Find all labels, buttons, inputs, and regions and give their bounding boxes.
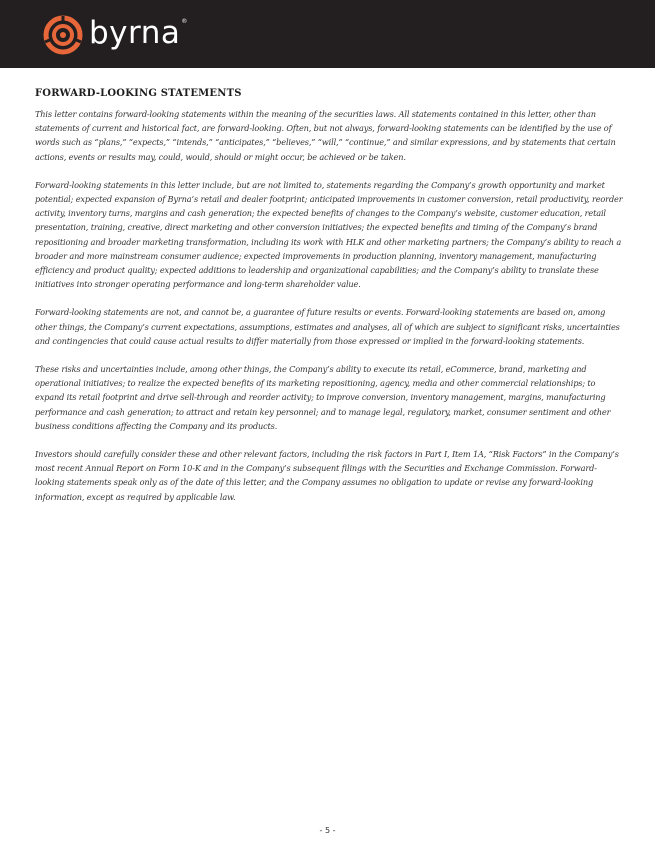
brand-name: byrna: [89, 14, 181, 51]
page-number: - 5 -: [319, 826, 336, 835]
paragraph-no-guarantee: Forward-looking statements are not, and cannot be, a guarantee of future results or events. Forward-looking statements are based on, among other things, the Company’s current expectations, assumptions, estimates and analyses, all of which are subject to significant risks, uncertainties and contingencies that could cause actual results to differ materially from those expressed or implied in the forward-looking statements.: [35, 307, 620, 346]
registered-mark: ®: [181, 17, 188, 25]
byrna-logo-icon: [43, 15, 83, 55]
brand-logo: [43, 13, 187, 57]
page-header: [0, 0, 655, 68]
paragraph-included-statements: Forward-looking statements in this letter include, but are not limited to, statements regarding the Company’s growth opportunity and market potential; expected expansion of Byrna’s retail and dealer footprint; anticipated improvements in customer conversion, retail productivity, reorder activity, inventory turns, margins and cash generation; the expected benefits of changes to the Company’s website, customer education, retail presentation, training, creative, direct marketing and other conversion initiatives; the expected benefits and timing of the Company’s brand repositioning and broader marketing transformation, including its work with HLK and other marketing partners; the Company’s ability to reach a broader and more mainstream consumer audience; expected improvements in production planning, inventory management, manufacturing efficiency and product quality; expected additions to leadership and organizational capabilities; and the Company’s ability to translate these initiatives into stronger operating performance and long-term shareholder value.: [35, 179, 623, 290]
paragraph-risks: These risks and uncertainties include, among other things, the Company’s ability to execute its retail, eCommerce, brand, marketing and operational initiatives; to realize the expected benefits of its marketing repositioning, agency, media and other commercial relationships; to expand its retail footprint and drive sell-through and reorder activity; to improve conversion, inventory management, margins, manufacturing performance and cash generation; to attract and retain key personnel; and to manage legal, regulatory, market, consumer sentiment and other business conditions affecting the Company and its products.: [35, 364, 611, 431]
paragraph-intro: This letter contains forward-looking statements within the meaning of the securities laws. All statements contained in this letter, other than statements of current and historical fact, are forward-looking. Often, but not always, forward-looking statements can be identified by the use of words such as “plans,” “expects,” “intends,” “anticipates,” “believes,” “will,” “continue,” and similar expressions, and by statements that certain actions, events or results may, could, would, should or might occur, be achieved or be taken.: [35, 109, 616, 162]
document-body: [35, 88, 625, 518]
section-title: FORWARD-LOOKING STATEMENTS: [35, 88, 242, 99]
paragraph-investors: Investors should carefully consider these and other relevant factors, including the risk factors in Part I, Item 1A, “Risk Factors” in the Company’s most recent Annual Report on Form 10-K and in the Company’s subsequent filings with the Securities and Exchange Commission. Forward-looking statements speak only as of the date of this letter, and the Company assumes no obligation to update or revise any forward-looking information, except as required by applicable law.: [35, 449, 619, 502]
